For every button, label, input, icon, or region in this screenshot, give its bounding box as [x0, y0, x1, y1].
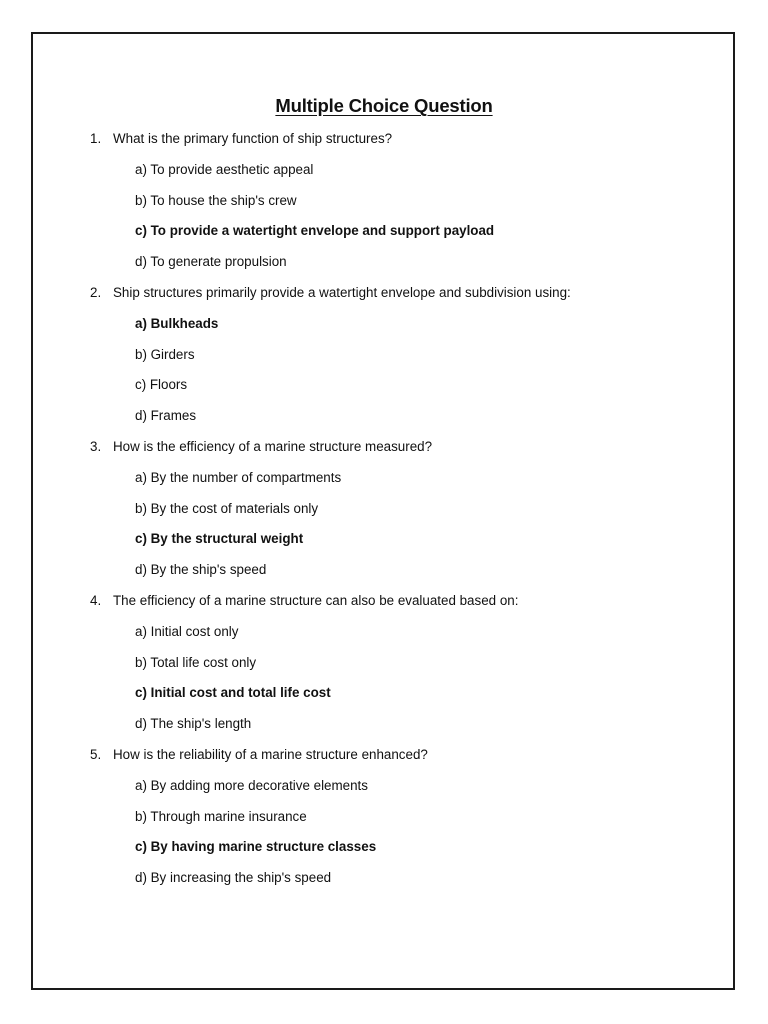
option-label: c) Initial cost and total life cost [135, 685, 331, 701]
question-item [0, 128, 768, 282]
question-item [0, 282, 768, 436]
question-text: How is the reliability of a marine structure enhanced? [113, 746, 428, 762]
question-row [0, 282, 768, 313]
correct-answer-option [0, 836, 768, 867]
question-text: What is the primary function of ship structures? [113, 131, 393, 146]
answer-option [0, 405, 768, 436]
question-number: 2. [90, 284, 102, 300]
answer-option [0, 559, 768, 590]
question-number: 1. [90, 131, 102, 146]
answer-option [0, 867, 768, 898]
question-item [0, 590, 768, 744]
question-number: 5. [90, 746, 102, 762]
answer-option [0, 251, 768, 282]
option-label: d) By increasing the ship's speed [135, 870, 332, 886]
answer-option [0, 467, 768, 498]
question-number: 4. [90, 592, 102, 608]
answer-option [0, 344, 768, 375]
option-label: d) Frames [135, 408, 197, 424]
answer-option [0, 621, 768, 652]
option-label: c) By having marine structure classes [135, 839, 377, 855]
option-label: b) Girders [135, 346, 195, 362]
question-item [0, 744, 768, 898]
correct-answer-option [0, 220, 768, 251]
option-label: c) To provide a watertight envelope and support payload [135, 223, 495, 239]
option-label: a) By adding more decorative elements [135, 777, 368, 793]
question-row [0, 436, 768, 467]
answer-option [0, 775, 768, 806]
document-title: Multiple Choice Question [275, 95, 493, 116]
option-label: b) Total life cost only [135, 654, 257, 670]
question-row [0, 128, 768, 159]
answer-option [0, 498, 768, 529]
option-label: a) To provide aesthetic appeal [135, 161, 314, 177]
question-row [0, 744, 768, 775]
question-text: The efficiency of a marine structure can also be evaluated based on: [113, 592, 519, 608]
question-number: 3. [90, 438, 102, 454]
option-label: d) The ship's length [135, 716, 252, 732]
question-text: Ship structures primarily provide a watertight envelope and subdivision using: [113, 284, 571, 300]
correct-answer-option [0, 313, 768, 344]
answer-option [0, 652, 768, 683]
option-label: a) Bulkheads [135, 315, 219, 331]
option-label: b) Through marine insurance [135, 808, 307, 824]
answer-option [0, 374, 768, 405]
correct-answer-option [0, 528, 768, 559]
option-label: c) By the structural weight [135, 531, 304, 547]
option-label: c) Floors [135, 377, 188, 393]
answer-option [0, 806, 768, 837]
question-list [0, 128, 768, 898]
option-label: b) By the cost of materials only [135, 500, 319, 516]
option-label: d) By the ship's speed [135, 562, 267, 578]
option-label: d) To generate propulsion [135, 254, 287, 270]
correct-answer-option [0, 682, 768, 713]
answer-option [0, 713, 768, 744]
option-label: a) By the number of compartments [135, 469, 342, 485]
option-label: b) To house the ship's crew [135, 192, 297, 208]
question-item [0, 436, 768, 590]
question-text: How is the efficiency of a marine structure measured? [113, 438, 433, 454]
answer-option [0, 159, 768, 190]
question-row [0, 590, 768, 621]
answer-option [0, 190, 768, 221]
option-label: a) Initial cost only [135, 623, 239, 639]
